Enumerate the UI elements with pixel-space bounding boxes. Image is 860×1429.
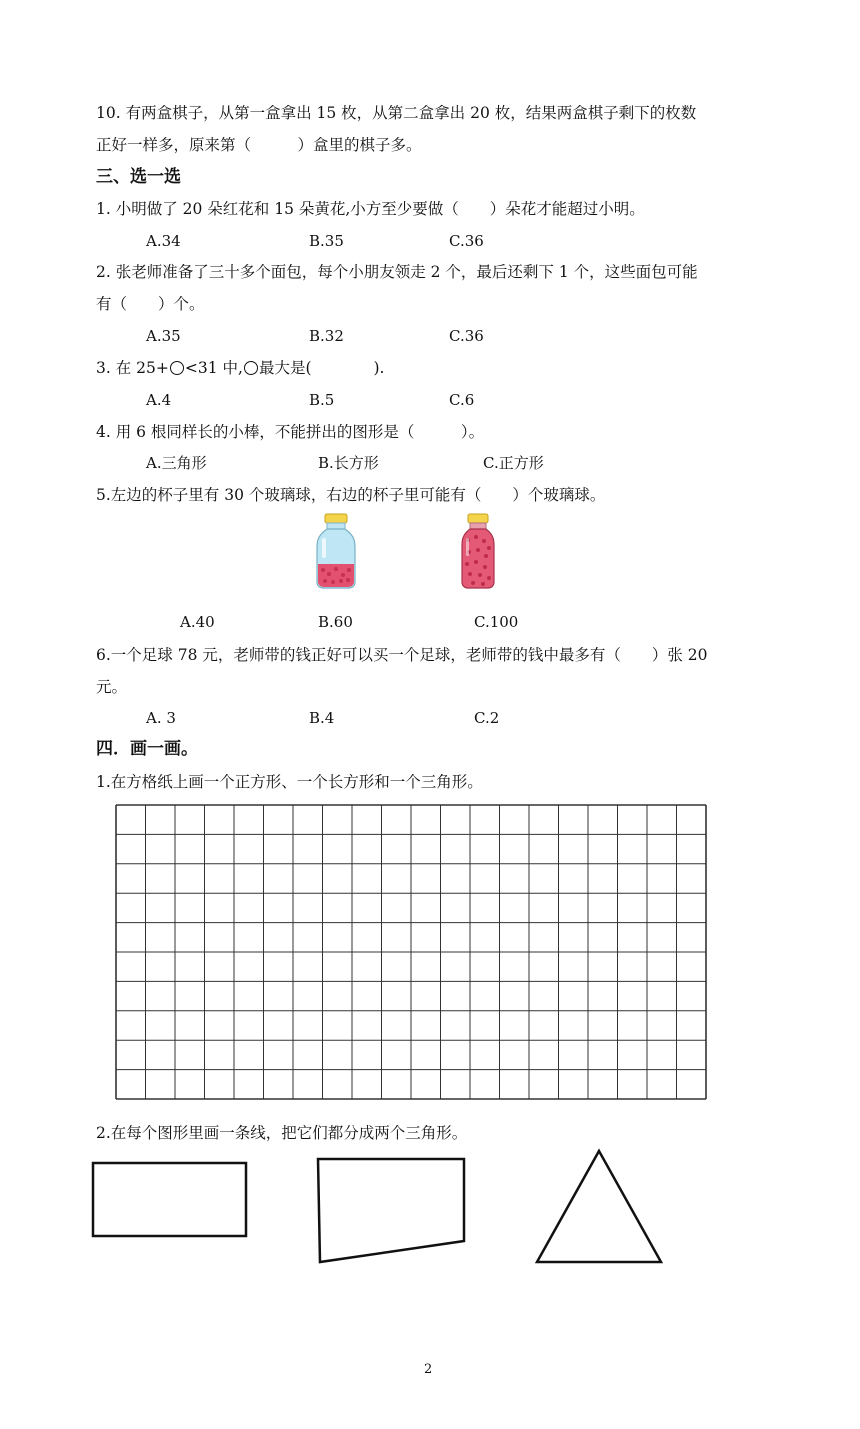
right-jar-icon [458,512,498,590]
s3-q2-line1: 2. 张老师准备了三十多个面包，每个小朋友领走 2 个，最后还剩下 1 个，这些面包可能 [96,263,698,281]
triangle-shape[interactable] [532,1147,666,1267]
q10-line1: 10. 有两盒棋子，从第一盒拿出 15 枚，从第二盒拿出 20 枚，结果两盒棋子剩下的枚数 [96,104,697,122]
s3-q6-line2: 元。 [96,678,128,696]
s3-q1-option-b: B.35 [309,232,344,250]
s3-q4-option-b: B.长方形 [318,454,379,472]
s3-q6-option-c: C.2 [474,709,500,727]
s3-q2-line2: 有（ ）个。 [96,295,205,313]
circle-blank-icon [170,361,184,375]
rectangle-shape[interactable] [90,1160,250,1240]
s3-q3-text [96,358,384,378]
section3-title: 三、选一选 [96,167,181,187]
s3-q4-option-c: C.正方形 [483,454,544,472]
s3-q3-middle: <31 中, [184,359,243,377]
page-number: 2 [424,1362,433,1377]
left-jar-icon [312,512,360,590]
s3-q2-option-a: A.35 [146,327,181,345]
s3-q4-text: 4. 用 6 根同样长的小棒，不能拼出的图形是（ ）。 [96,423,485,441]
s3-q3-prefix: 3. 在 25+ [96,359,169,377]
s3-q6-line1: 6.一个足球 78 元，老师带的钱正好可以买一个足球，老师带的钱中最多有（ ）张 20 [96,646,708,664]
square-grid-paper[interactable] [114,804,708,1100]
s3-q1-text: 1. 小明做了 20 朵红花和 15 朵黄花,小方至少要做（ ）朵花才能超过小明。 [96,200,645,218]
s3-q4-option-a: A.三角形 [146,454,207,472]
s3-q6-option-b: B.4 [309,709,335,727]
s3-q5-text: 5.左边的杯子里有 30 个玻璃球，右边的杯子里可能有（ ）个玻璃球。 [96,486,606,504]
s3-q6-option-a: A. 3 [146,709,176,727]
trapezoid-shape[interactable] [314,1155,470,1267]
section4-title: 四．画一画。 [96,739,198,759]
s3-q5-option-b: B.60 [318,613,353,631]
s3-q5-option-a: A.40 [180,613,215,631]
circle-blank-icon [244,361,258,375]
s3-q1-option-c: C.36 [449,232,484,250]
s3-q3-option-b: B.5 [309,391,335,409]
s3-q3-suffix: 最大是( ). [258,359,385,377]
s3-q2-option-c: C.36 [449,327,484,345]
s3-q2-option-b: B.32 [309,327,344,345]
s4-q2-text: 2.在每个图形里画一条线，把它们都分成两个三角形。 [96,1124,468,1142]
s3-q3-option-c: C.6 [449,391,475,409]
s3-q3-option-a: A.4 [146,391,172,409]
s3-q1-option-a: A.34 [146,232,181,250]
s4-q1-text: 1.在方格纸上画一个正方形、一个长方形和一个三角形。 [96,773,483,791]
q10-line2: 正好一样多，原来第（ ）盒里的棋子多。 [96,136,422,154]
s3-q5-option-c: C.100 [474,613,519,631]
